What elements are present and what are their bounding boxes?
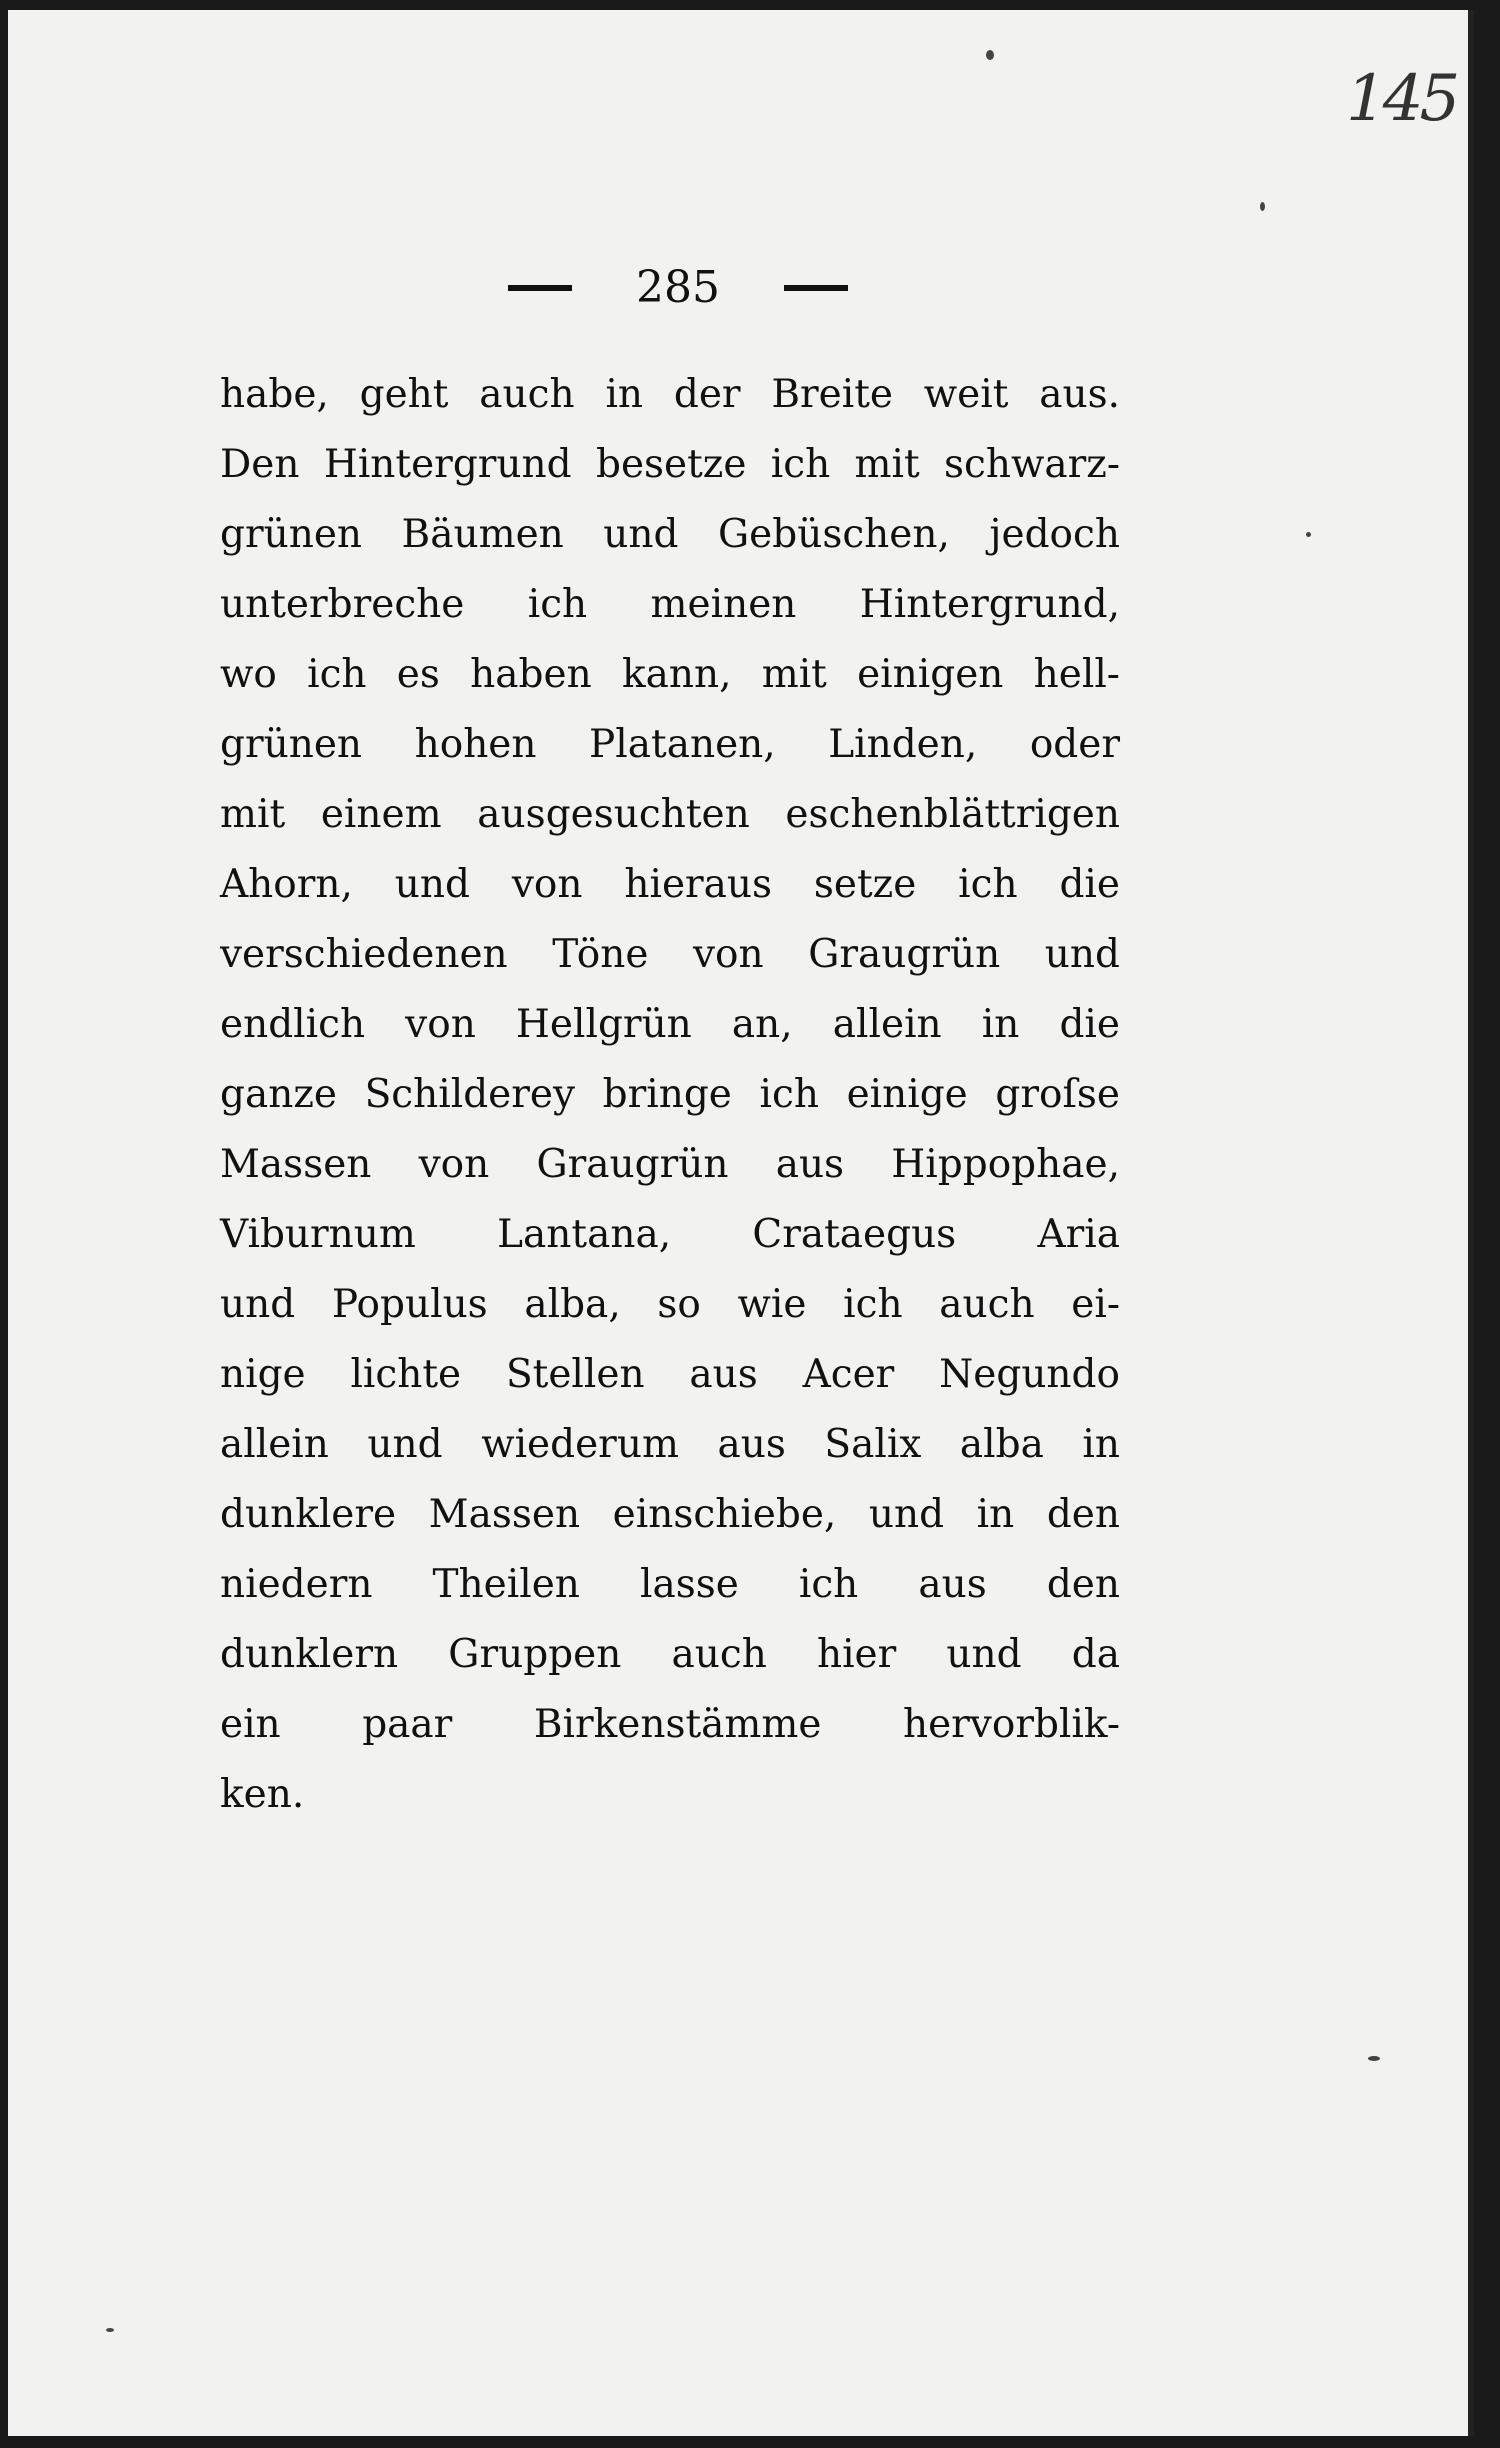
text-line: Massen von Graugrün aus Hippophae, xyxy=(220,1142,1120,1187)
page-number: 285 xyxy=(636,262,720,313)
ink-speck xyxy=(1306,532,1311,537)
page-header xyxy=(508,262,848,313)
ink-speck xyxy=(106,2328,114,2332)
text-line: unterbreche ich meinen Hintergrund, xyxy=(220,582,1120,627)
text-line: Den Hintergrund besetze ich mit schwarz- xyxy=(220,442,1120,487)
text-line: mit einem ausgesuchten eschenblättrigen xyxy=(220,792,1120,837)
text-line: Ahorn, und von hieraus setze ich die xyxy=(220,862,1120,907)
text-line: nige lichte Stellen aus Acer Negundo xyxy=(220,1352,1120,1397)
text-line: wo ich es haben kann, mit einigen hell- xyxy=(220,652,1120,697)
text-line: dunklern Gruppen auch hier und da xyxy=(220,1632,1120,1677)
text-line: ganze Schilderey bringe ich einige groſse xyxy=(220,1072,1120,1117)
book-page xyxy=(8,10,1474,2436)
text-line: verschiedenen Töne von Graugrün und xyxy=(220,932,1120,977)
text-line: niedern Theilen lasse ich aus den xyxy=(220,1562,1120,1607)
text-line: habe, geht auch in der Breite weit aus. xyxy=(220,372,1120,417)
ink-speck xyxy=(1368,2056,1380,2061)
body-text xyxy=(220,360,1120,1830)
handwritten-folio-number: 145 xyxy=(1346,62,1457,136)
text-line: ein paar Birkenstämme hervorblik- xyxy=(220,1702,1120,1747)
text-line: endlich von Hellgrün an, allein in die xyxy=(220,1002,1120,1047)
text-line: dunklere Massen einschiebe, und in den xyxy=(220,1492,1120,1537)
text-line: Viburnum Lantana, Crataegus Aria xyxy=(220,1212,1120,1257)
text-line: ken. xyxy=(220,1772,305,1817)
text-line: grünen Bäumen und Gebüschen, jedoch xyxy=(220,512,1120,557)
text-line: allein und wiederum aus Salix alba in xyxy=(220,1422,1120,1467)
text-line: und Populus alba, so wie ich auch ei- xyxy=(220,1282,1120,1327)
right-dash xyxy=(784,285,848,291)
text-line: grünen hohen Platanen, Linden, oder xyxy=(220,722,1120,767)
left-dash xyxy=(508,285,572,291)
ink-speck xyxy=(986,50,994,60)
ink-speck xyxy=(1260,202,1265,211)
